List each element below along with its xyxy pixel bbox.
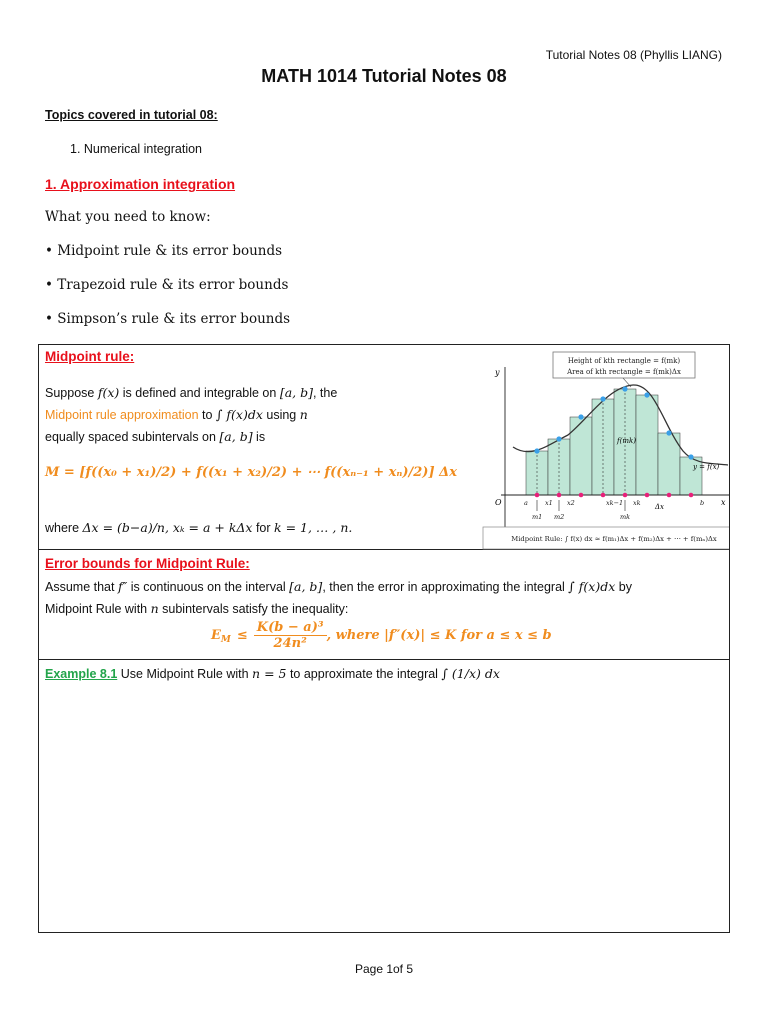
dot <box>644 392 649 397</box>
text-span: , the <box>312 386 338 400</box>
dot <box>556 436 561 441</box>
math-subscript: M <box>220 634 231 645</box>
mid-label: mk <box>620 513 631 521</box>
tick-label: xk <box>633 499 641 507</box>
math-interval: [a, b] <box>219 429 253 444</box>
dot <box>623 493 628 498</box>
mid-label: m2 <box>554 513 565 521</box>
error-bounds-box <box>38 550 730 660</box>
text-span: , then the error in approximating the integral <box>322 580 569 594</box>
math-fraction <box>254 620 327 651</box>
dot <box>579 493 584 498</box>
math-integral: ∫ f(x)dx <box>568 579 616 594</box>
delta-x-label: Δx <box>655 503 665 511</box>
dot <box>534 448 539 453</box>
math-numerator: K(b − a)³ <box>254 620 327 636</box>
text-span: to approximate the integral <box>286 667 442 681</box>
example-text <box>45 663 500 685</box>
example-label: Example 8.1 <box>45 667 118 681</box>
math-condition: , where |f″(x)| ≤ K for a ≤ x ≤ b <box>326 628 552 643</box>
dot <box>645 493 650 498</box>
math-leq: ≤ <box>236 628 248 643</box>
figure-caption: Midpoint Rule: ∫ f(x) dx ≈ f(m₁)Δx + f(m₂)Δx + ⋯ + f(mₙ)Δx <box>511 535 717 543</box>
rect-3 <box>570 417 592 495</box>
dot <box>600 396 605 401</box>
math-denominator: 24n² <box>273 636 307 651</box>
midpoint-approx-label: Midpoint rule approximation <box>45 408 199 422</box>
text-span: is <box>252 430 266 444</box>
dot <box>666 430 671 435</box>
error-bounds-title: Error bounds for Midpoint Rule: <box>45 556 250 571</box>
mid-label: m1 <box>532 513 543 521</box>
midpoint-title: Midpoint rule: <box>45 349 135 364</box>
tick-label: b <box>700 499 705 507</box>
math-n-value: n = 5 <box>252 666 287 681</box>
midpoint-where <box>45 517 352 539</box>
text-span: equally spaced subintervals on <box>45 430 220 444</box>
midpoint-formula: M = [f((x₀ + x₁)/2) + f((x₁ + x₂)/2) + ⋯ f((xₙ₋₁ + xₙ)/2)] Δx <box>45 465 457 480</box>
bullet-trapezoid: • Trapezoid rule & its error bounds <box>45 277 289 293</box>
figure-legend-line1: Height of kth rectangle = f(mk) <box>567 357 681 365</box>
text-span: for <box>252 521 275 535</box>
tick-label: a <box>524 499 528 507</box>
document-title: MATH 1014 Tutorial Notes 08 <box>261 66 507 86</box>
fmk-label: f(mk) <box>617 437 636 445</box>
dot <box>578 414 583 419</box>
math-xk: , xₖ = a + kΔx <box>164 520 253 535</box>
tick-label: x2 <box>567 499 575 507</box>
page-number: Page 1of 5 <box>354 962 414 976</box>
curve-label: y = f(x) <box>693 463 720 471</box>
math-n: n <box>299 407 308 422</box>
x-axis-label: x <box>721 498 726 507</box>
midpoint-rule-box <box>38 344 730 550</box>
figure-legend-line2: Area of kth rectangle = f(mk)Δx <box>567 368 681 376</box>
text-span: using <box>262 408 300 422</box>
text-span: by <box>615 580 632 594</box>
example-box <box>38 659 730 933</box>
dot <box>622 386 627 391</box>
bullet-simpson: • Simpson’s rule & its error bounds <box>45 311 291 327</box>
y-axis-label: y <box>495 368 500 377</box>
midpoint-definition <box>45 382 425 448</box>
mid-labels <box>532 513 630 521</box>
origin-label: O <box>495 498 502 507</box>
tick-label: xk−1 <box>606 499 624 507</box>
dot <box>667 493 672 498</box>
topic-item-1: 1. Numerical integration <box>70 142 203 156</box>
midpoint-figure <box>443 347 729 551</box>
dot <box>557 493 562 498</box>
midpoint-rectangles <box>526 389 702 495</box>
text-span: to <box>198 408 216 422</box>
math-k: k = 1, … , n. <box>274 520 353 535</box>
dot <box>535 493 540 498</box>
math-integral: ∫ (1/x) dx <box>441 666 500 681</box>
text-span: subintervals satisfy the inequality: <box>158 602 349 616</box>
text-span: Assume that <box>45 580 118 594</box>
tick-labels <box>524 499 704 507</box>
error-inequality <box>211 620 552 651</box>
text-span: where <box>45 521 83 535</box>
text-span: Suppose <box>45 386 98 400</box>
topics-heading: Topics covered in tutorial 08: <box>45 108 218 122</box>
text-span: is continuous on the interval <box>127 580 290 594</box>
bullet-midpoint: • Midpoint rule & its error bounds <box>45 243 283 259</box>
dot <box>689 493 694 498</box>
section-title: 1. Approximation integration <box>45 176 236 192</box>
math-n: n <box>150 601 159 616</box>
math-fx: f(x) <box>97 385 120 400</box>
text-span: Use Midpoint Rule with <box>117 667 253 681</box>
dot <box>688 454 693 459</box>
math-f2: f″ <box>117 579 128 594</box>
math-integral: ∫ f(x)dx <box>215 407 263 422</box>
error-bounds-text <box>45 576 725 620</box>
math-interval: [a, b] <box>279 385 313 400</box>
dot <box>601 493 606 498</box>
text-span: is defined and integrable on <box>119 386 280 400</box>
header-note: Tutorial Notes 08 (Phyllis LIANG) <box>545 48 722 62</box>
math-dx: Δx = (b−a)/n <box>82 520 165 535</box>
tick-label: x1 <box>545 499 553 507</box>
section-intro: What you need to know: <box>45 209 211 225</box>
math-em: E <box>211 628 221 643</box>
math-interval: [a, b] <box>289 579 323 594</box>
text-span: Midpoint Rule with <box>45 602 151 616</box>
rect-6 <box>636 395 658 495</box>
